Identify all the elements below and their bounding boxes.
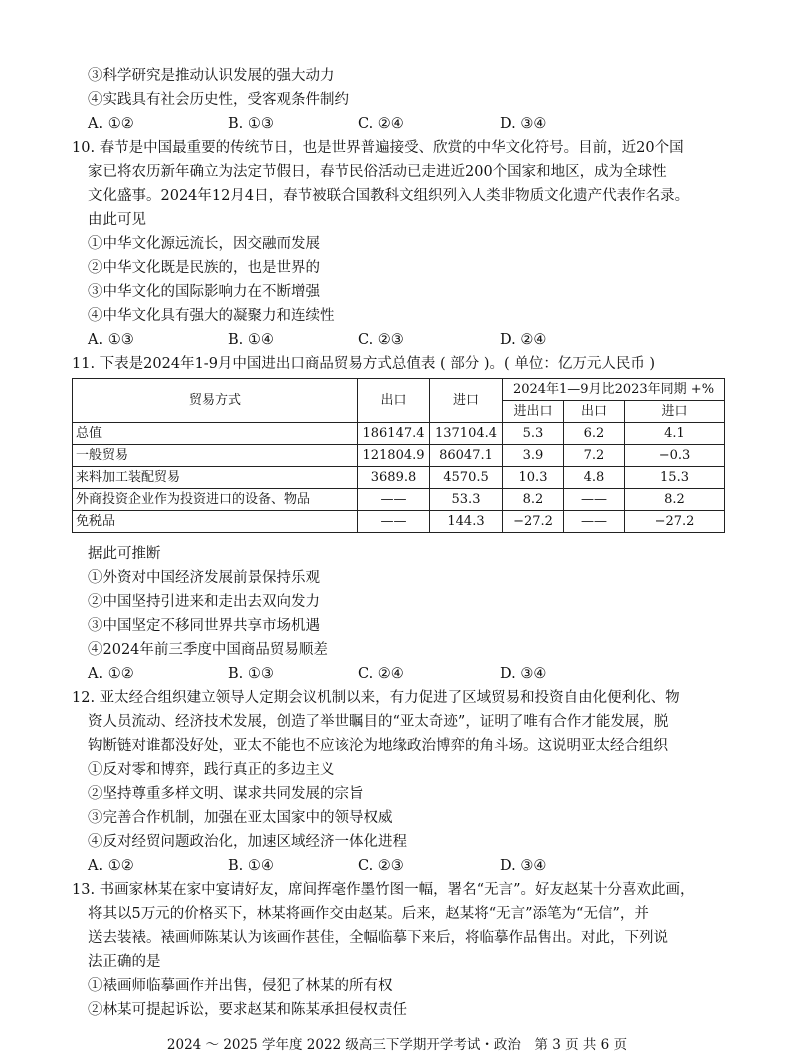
q13-option-2: ②林某可提起诉讼，要求赵某和陈某承担侵权责任: [88, 1002, 407, 1018]
table-header-row: [73, 379, 725, 401]
q12-option-1: ①反对零和博弈，践行真正的多边主义: [88, 762, 335, 778]
cell-yoy-total: −27.2: [503, 511, 564, 533]
header-trade-method: 贸易方式: [73, 379, 358, 423]
q11-option-2: ②中国坚持引进来和走出去双向发力: [88, 594, 320, 610]
cell-yoy-export: 7.2: [564, 445, 625, 467]
answer-c: C. ②③: [358, 858, 404, 874]
cell-yoy-total: 10.3: [503, 467, 564, 489]
table-row: [73, 489, 725, 511]
answer-a: A. ①②: [88, 116, 134, 132]
answer-a: A. ①②: [88, 666, 134, 682]
q10-stem-line-4: 由此可见: [88, 212, 146, 228]
table-row: [73, 423, 725, 445]
q11-option-3: ③中国坚定不移同世界共享市场机遇: [88, 618, 320, 634]
table-row: [73, 445, 725, 467]
cell-yoy-import: 15.3: [625, 467, 725, 489]
cell-yoy-export: ——: [564, 489, 625, 511]
q10-option-4: ④中华文化具有强大的凝聚力和连续性: [88, 308, 335, 324]
row-label: 来料加工装配贸易: [73, 467, 358, 489]
trade-table: [72, 378, 725, 533]
q12-option-3: ③完善合作机制，加强在亚太国家中的领导权威: [88, 810, 393, 826]
q12-stem-line-1: 12. 亚太经合组织建立领导人定期会议机制以来，有力促进了区域贸易和投资自由化便利化、物: [72, 690, 680, 706]
q11-option-4: ④2024年前三季度中国商品贸易顺差: [88, 642, 328, 658]
q10-option-1: ①中华文化源远流长，因交融而发展: [88, 236, 320, 252]
answer-b: B. ①③: [228, 116, 274, 132]
table-row: [73, 511, 725, 533]
answer-a: A. ①③: [88, 332, 134, 348]
q9-option-4: ④实践具有社会历史性，受客观条件制约: [88, 92, 349, 108]
answer-b: B. ①④: [228, 858, 274, 874]
cell-import: 144.3: [430, 511, 503, 533]
cell-export: 186147.4: [358, 423, 430, 445]
q12-stem-line-3: 钩断链对谁都没好处，亚太不能也不应该沦为地缘政治博弈的角斗场。这说明亚太经合组织: [88, 738, 668, 754]
cell-yoy-export: 4.8: [564, 467, 625, 489]
answer-d: D. ②④: [500, 332, 547, 348]
page-footer: 2024 ～ 2025 学年度 2022 级高三下学期开学考试・政治 第 3 页 共 6 页: [166, 1037, 628, 1053]
q13-stem-line-4: 法正确的是: [88, 954, 161, 970]
q11-infer: 据此可推断: [88, 546, 161, 562]
q10-option-2: ②中华文化既是民族的，也是世界的: [88, 260, 320, 276]
subheader-total: 进出口: [503, 401, 564, 423]
row-label: 总值: [73, 423, 358, 445]
answer-d: D. ③④: [500, 116, 547, 132]
q12-stem-line-2: 资人员流动、经济技术发展，创造了举世瞩目的“亚太奇迹”，证明了唯有合作才能发展，脱: [88, 714, 669, 730]
header-export: 出口: [358, 379, 430, 423]
cell-yoy-import: 4.1: [625, 423, 725, 445]
cell-yoy-export: ——: [564, 511, 625, 533]
q13-option-1: ①裱画师临摹画作并出售，侵犯了林某的所有权: [88, 978, 393, 994]
cell-export: ——: [358, 511, 430, 533]
cell-yoy-import: 8.2: [625, 489, 725, 511]
answer-c: C. ②④: [358, 116, 404, 132]
answer-a: A. ①②: [88, 858, 134, 874]
q10-option-3: ③中华文化的国际影响力在不断增强: [88, 284, 320, 300]
cell-import: 4570.5: [430, 467, 503, 489]
cell-import: 53.3: [430, 489, 503, 511]
cell-import: 86047.1: [430, 445, 503, 467]
cell-export: 121804.9: [358, 445, 430, 467]
q9-option-3: ③科学研究是推动认识发展的强大动力: [88, 68, 335, 84]
subheader-import: 进口: [625, 401, 725, 423]
cell-yoy-import: −0.3: [625, 445, 725, 467]
q11-option-1: ①外资对中国经济发展前景保持乐观: [88, 570, 320, 586]
cell-export: ——: [358, 489, 430, 511]
cell-yoy-export: 6.2: [564, 423, 625, 445]
row-label: 免税品: [73, 511, 358, 533]
header-import: 进口: [430, 379, 503, 423]
answer-c: C. ②③: [358, 332, 404, 348]
row-label: 外商投资企业作为投资进口的设备、物品: [73, 489, 358, 511]
q13-stem-line-3: 送去装裱。裱画师陈某认为该画作甚佳，全幅临摹下来后，将临摹作品售出。对此，下列说: [88, 930, 668, 946]
cell-yoy-total: 5.3: [503, 423, 564, 445]
q10-stem-line-3: 文化盛事。2024年12月4日，春节被联合国教科文组织列入人类非物质文化遗产代表作名录。: [88, 188, 690, 204]
cell-yoy-total: 3.9: [503, 445, 564, 467]
q13-stem-line-2: 将其以5万元的价格买下，林某将画作交由赵某。后来，赵某将“无言”添笔为“无信”，并: [88, 906, 649, 922]
table-row: [73, 467, 725, 489]
subheader-export: 出口: [564, 401, 625, 423]
q10-stem-line-2: 家已将农历新年确立为法定节假日，春节民俗活动已走进近200个国家和地区，成为全球性: [88, 164, 667, 180]
answer-b: B. ①④: [228, 332, 274, 348]
answer-d: D. ③④: [500, 666, 547, 682]
q12-option-2: ②坚持尊重多样文明、谋求共同发展的宗旨: [88, 786, 364, 802]
cell-export: 3689.8: [358, 467, 430, 489]
q12-option-4: ④反对经贸问题政治化，加速区域经济一体化进程: [88, 834, 407, 850]
answer-d: D. ③④: [500, 858, 547, 874]
row-label: 一般贸易: [73, 445, 358, 467]
q13-stem-line-1: 13. 书画家林某在家中宴请好友，席间挥毫作墨竹图一幅，署名“无言”。好友赵某十分喜欢此画，: [72, 882, 695, 898]
answer-b: B. ①③: [228, 666, 274, 682]
cell-yoy-total: 8.2: [503, 489, 564, 511]
cell-import: 137104.4: [430, 423, 503, 445]
cell-yoy-import: −27.2: [625, 511, 725, 533]
q11-stem: 11. 下表是2024年1-9月中国进出口商品贸易方式总值表 ( 部分 )。( 单位：亿万元人民币 ): [72, 356, 656, 372]
q10-stem-line-1: 10. 春节是中国最重要的传统节日，也是世界普遍接受、欣赏的中华文化符号。目前，近20个国: [72, 140, 684, 156]
answer-c: C. ②④: [358, 666, 404, 682]
header-yoy-compare: 2024年1—9月比2023年同期 +%: [503, 379, 725, 401]
